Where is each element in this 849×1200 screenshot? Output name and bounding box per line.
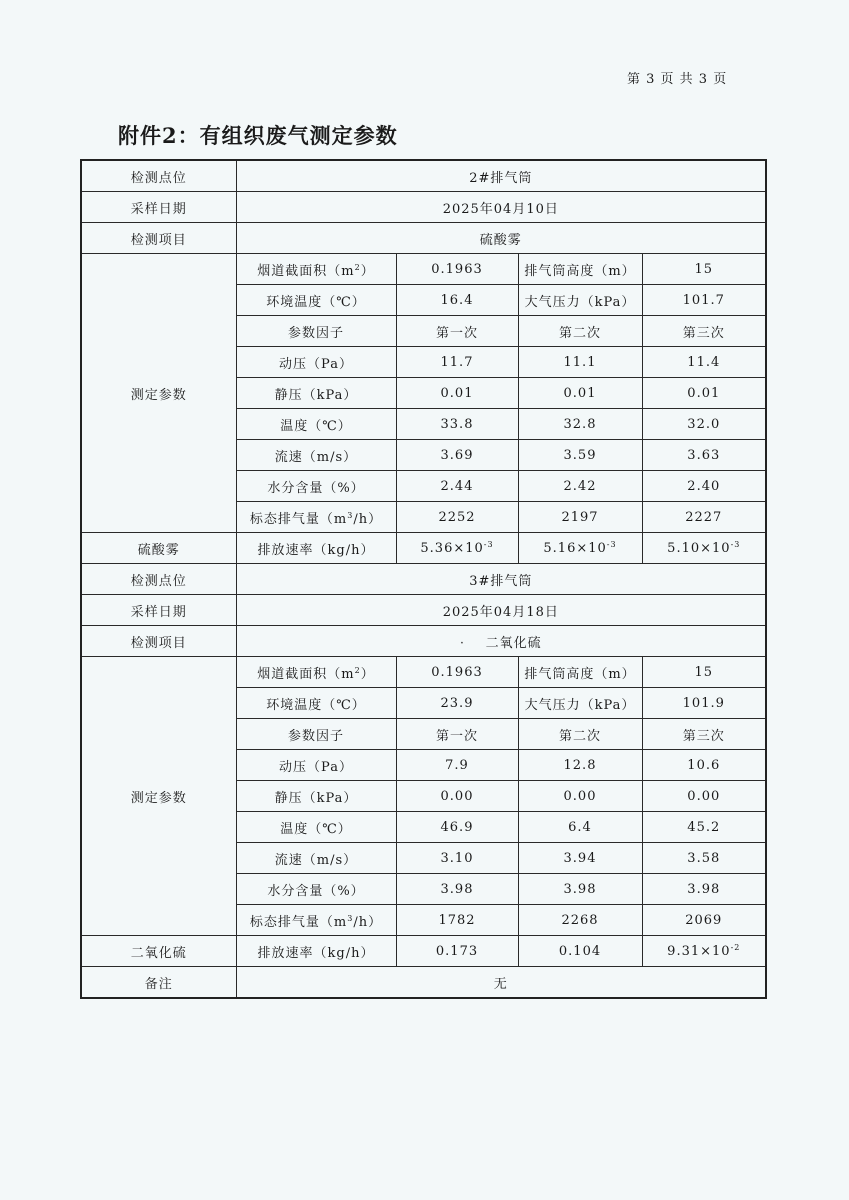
table-row <box>81 564 766 595</box>
table-row <box>81 533 766 564</box>
pressure-value: 101.9 <box>642 688 766 719</box>
param-value: 0.01 <box>518 378 642 409</box>
table-row <box>81 254 766 285</box>
flow-label: 标态排气量$(m^3/h)$ <box>236 905 396 936</box>
param-label: 流速（m/s） <box>236 440 396 471</box>
param-value: 3.98 <box>518 874 642 905</box>
run1-header: 第一次 <box>396 316 518 347</box>
height-label: 排气筒高度（m） <box>518 657 642 688</box>
table-row <box>81 223 766 254</box>
param-label: 水分含量（%） <box>236 471 396 502</box>
height-label: 排气筒高度（m） <box>518 254 642 285</box>
item-value: 硫酸雾 <box>236 223 766 254</box>
factor-label: 参数因子 <box>236 316 396 347</box>
env-temp-label: 环境温度（℃） <box>236 688 396 719</box>
rate-value: $5.36\times 10^{-3}$ <box>396 533 518 564</box>
area-label: 烟道截面积$(m^2)$ <box>236 657 396 688</box>
param-value: 2.42 <box>518 471 642 502</box>
param-value: 2.40 <box>642 471 766 502</box>
param-label: 静压（kPa） <box>236 781 396 812</box>
table-row <box>81 626 766 657</box>
param-value: 32.8 <box>518 409 642 440</box>
page-number: 第 3 页 共 3 页 <box>627 72 728 87</box>
env-temp-value: 16.4 <box>396 285 518 316</box>
area-value: 0.1963 <box>396 254 518 285</box>
date-label: 采样日期 <box>81 595 236 626</box>
param-label: 水分含量（%） <box>236 874 396 905</box>
param-label: 流速（m/s） <box>236 843 396 874</box>
pollutant-label: 二氧化硫 <box>81 936 236 967</box>
point-label: 检测点位 <box>81 160 236 192</box>
param-label: 温度（℃） <box>236 409 396 440</box>
params-label: 测定参数 <box>81 254 236 533</box>
date-value: 2025年04月10日 <box>236 192 766 223</box>
rate-value: 0.104 <box>518 936 642 967</box>
param-value: 3.69 <box>396 440 518 471</box>
param-value: 0.01 <box>396 378 518 409</box>
flow-value: 2227 <box>642 502 766 533</box>
param-value: 3.63 <box>642 440 766 471</box>
run2-header: 第二次 <box>518 719 642 750</box>
param-value: 3.10 <box>396 843 518 874</box>
rate-label: 排放速率（kg/h） <box>236 533 396 564</box>
param-label: 动压（Pa） <box>236 347 396 378</box>
pollutant-label: 硫酸雾 <box>81 533 236 564</box>
run3-header: 第三次 <box>642 316 766 347</box>
point-value: 3#排气筒 <box>236 564 766 595</box>
table-row <box>81 192 766 223</box>
rate-label: 排放速率（kg/h） <box>236 936 396 967</box>
param-value: 11.1 <box>518 347 642 378</box>
run1-header: 第一次 <box>396 719 518 750</box>
param-value: 0.00 <box>518 781 642 812</box>
flow-value: 2069 <box>642 905 766 936</box>
param-label: 温度（℃） <box>236 812 396 843</box>
param-value: 32.0 <box>642 409 766 440</box>
param-value: 46.9 <box>396 812 518 843</box>
param-value: 3.58 <box>642 843 766 874</box>
param-value: 45.2 <box>642 812 766 843</box>
env-temp-value: 23.9 <box>396 688 518 719</box>
rate-value: $5.16\times 10^{-3}$ <box>518 533 642 564</box>
param-value: 10.6 <box>642 750 766 781</box>
run3-header: 第三次 <box>642 719 766 750</box>
param-value: 11.4 <box>642 347 766 378</box>
height-value: 15 <box>642 657 766 688</box>
param-value: 6.4 <box>518 812 642 843</box>
area-label: 烟道截面积$(m^2)$ <box>236 254 396 285</box>
param-value: 2.44 <box>396 471 518 502</box>
param-label: 静压（kPa） <box>236 378 396 409</box>
date-value: 2025年04月18日 <box>236 595 766 626</box>
params-label: 测定参数 <box>81 657 236 936</box>
rate-value: $5.10\times 10^{-3}$ <box>642 533 766 564</box>
param-value: 33.8 <box>396 409 518 440</box>
flow-value: 2252 <box>396 502 518 533</box>
pressure-value: 101.7 <box>642 285 766 316</box>
table-row <box>81 657 766 688</box>
param-value: 0.00 <box>396 781 518 812</box>
factor-label: 参数因子 <box>236 719 396 750</box>
point-label: 检测点位 <box>81 564 236 595</box>
rate-value: $9.31\times 10^{-2}$ <box>642 936 766 967</box>
pressure-label: 大气压力（kPa） <box>518 285 642 316</box>
flow-value: 2197 <box>518 502 642 533</box>
param-value: 12.8 <box>518 750 642 781</box>
date-label: 采样日期 <box>81 192 236 223</box>
flow-label: 标态排气量$(m^3/h)$ <box>236 502 396 533</box>
remark-label: 备注 <box>81 967 236 999</box>
table-row <box>81 936 766 967</box>
param-value: 7.9 <box>396 750 518 781</box>
run2-header: 第二次 <box>518 316 642 347</box>
table-row <box>81 967 766 999</box>
table-row <box>81 160 766 192</box>
remark-value: 无 <box>236 967 766 999</box>
exhaust-parameters-table <box>80 159 767 999</box>
flow-value: 2268 <box>518 905 642 936</box>
param-value: 3.94 <box>518 843 642 874</box>
param-value: 0.00 <box>642 781 766 812</box>
point-value: 2#排气筒 <box>236 160 766 192</box>
pressure-label: 大气压力（kPa） <box>518 688 642 719</box>
flow-value: 1782 <box>396 905 518 936</box>
item-label: 检测项目 <box>81 223 236 254</box>
param-value: 3.98 <box>396 874 518 905</box>
table-row <box>81 595 766 626</box>
rate-value: 0.173 <box>396 936 518 967</box>
height-value: 15 <box>642 254 766 285</box>
item-label: 检测项目 <box>81 626 236 657</box>
param-value: 11.7 <box>396 347 518 378</box>
env-temp-label: 环境温度（℃） <box>236 285 396 316</box>
item-value: · 二氧化硫 <box>236 626 766 657</box>
param-value: 3.98 <box>642 874 766 905</box>
param-value: 0.01 <box>642 378 766 409</box>
area-value: 0.1963 <box>396 657 518 688</box>
dot-mark: · <box>459 635 466 651</box>
param-value: 3.59 <box>518 440 642 471</box>
page-title: 附件2：有组织废气测定参数 <box>118 123 398 148</box>
param-label: 动压（Pa） <box>236 750 396 781</box>
